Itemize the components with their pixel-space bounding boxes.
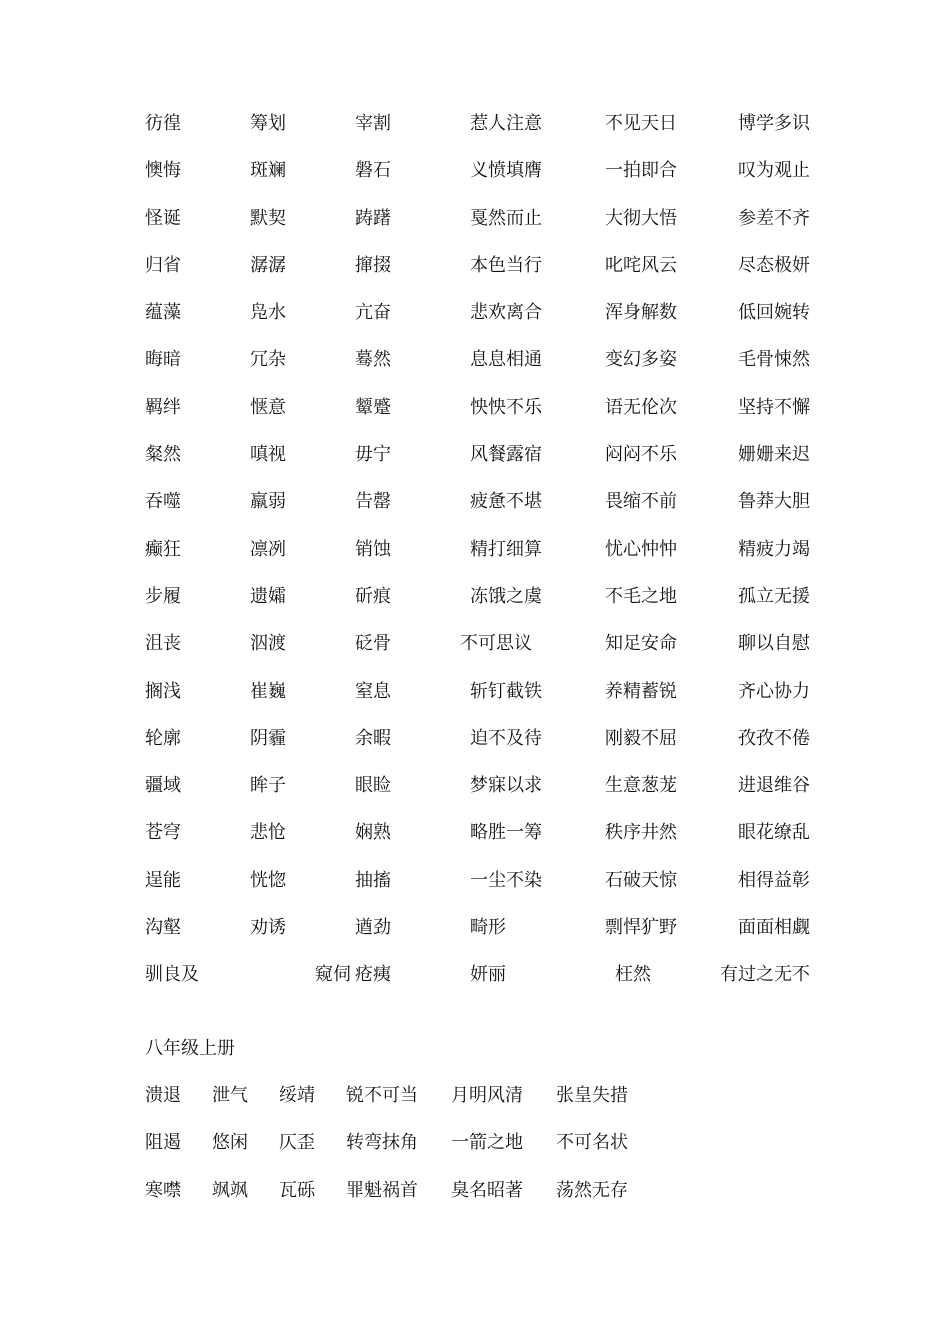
table-row — [145, 395, 835, 442]
word-cell: 窥伺 — [315, 964, 351, 986]
word-cell: 面面相觑 — [738, 917, 810, 939]
word-cell: 默契 — [250, 207, 286, 229]
word-cell: 踌躇 — [355, 207, 391, 229]
word-cell: 泄气 — [212, 1085, 248, 1106]
word-cell: 畏缩不前 — [605, 491, 677, 513]
word-cell: 养精蓄锐 — [605, 680, 677, 702]
word-cell: 齐心协力 — [738, 680, 810, 702]
word-cell: 叹为观止 — [738, 160, 810, 182]
word-cell: 斩钉截铁 — [470, 680, 542, 702]
word-cell: 变幻多姿 — [605, 349, 677, 371]
table-row — [145, 158, 835, 205]
word-cell: 惹人注意 — [470, 113, 542, 134]
word-cell: 不可名状 — [556, 1132, 628, 1154]
word-cell: 参差不齐 — [738, 207, 810, 229]
table-row — [145, 773, 835, 820]
word-cell: 叱咤风云 — [605, 254, 677, 276]
word-cell: 梦寐以求 — [470, 775, 542, 797]
word-cell: 崔巍 — [250, 680, 286, 702]
word-cell: 悲欢离合 — [470, 302, 542, 324]
word-cell: 溃退 — [145, 1085, 181, 1106]
word-cell: 悠闲 — [212, 1132, 248, 1154]
word-cell: 斫痕 — [355, 585, 391, 607]
table-row — [145, 631, 835, 678]
word-cell: 荡然无存 — [556, 1179, 628, 1201]
word-cell: 迫不及待 — [470, 727, 542, 749]
word-cell: 飒飒 — [212, 1179, 248, 1201]
word-cell: 生意葱茏 — [605, 775, 677, 797]
word-cell: 斑斓 — [250, 160, 286, 182]
word-cell: 晦暗 — [145, 349, 181, 371]
word-cell: 彷徨 — [145, 113, 181, 134]
word-cell: 眸子 — [250, 775, 286, 797]
word-cell: 搁浅 — [145, 680, 181, 702]
word-cell: 疲惫不堪 — [470, 491, 542, 513]
section-title: 八年级上册 — [145, 1038, 235, 1059]
word-cell: 眼睑 — [355, 775, 391, 797]
word-cell: 有过之无不 — [720, 964, 810, 986]
word-cell: 恍惚 — [250, 869, 286, 891]
word-cell: 颦蹙 — [355, 396, 391, 418]
table-row — [145, 489, 835, 536]
word-cell: 相得益彰 — [738, 869, 810, 891]
word-cell: 苍穹 — [145, 822, 181, 844]
word-cell: 余暇 — [355, 727, 391, 749]
word-cell: 姗姗来迟 — [738, 444, 810, 466]
table-row — [145, 253, 835, 300]
table-row — [145, 962, 835, 1032]
word-cell: 窒息 — [355, 680, 391, 702]
word-cell: 怪诞 — [145, 207, 181, 229]
word-cell: 懊悔 — [145, 160, 181, 182]
word-cell: 绥靖 — [279, 1085, 315, 1106]
word-cell: 逞能 — [145, 869, 181, 891]
table-row — [145, 1083, 656, 1130]
word-cell: 义愤填膺 — [470, 160, 542, 182]
table-row — [145, 679, 835, 726]
word-cell: 告罄 — [355, 491, 391, 513]
word-cell: 精疲力竭 — [738, 538, 810, 560]
word-cell: 刚毅不屈 — [605, 727, 677, 749]
word-cell: 凫水 — [250, 302, 286, 324]
word-cell: 孤立无援 — [738, 585, 810, 607]
word-cell: 浑身解数 — [605, 302, 677, 324]
table-row — [145, 111, 835, 158]
table-row — [145, 726, 835, 773]
word-cell: 嗔视 — [250, 444, 286, 466]
table-row — [145, 1178, 656, 1225]
word-cell: 转弯抹角 — [346, 1132, 418, 1154]
word-cell: 遒劲 — [355, 917, 391, 939]
word-cell: 归省 — [145, 254, 181, 276]
word-cell: 息息相通 — [470, 349, 542, 371]
word-cell: 锐不可当 — [346, 1085, 418, 1106]
word-cell: 月明风清 — [451, 1085, 523, 1106]
word-cell: 剽悍犷野 — [605, 917, 677, 939]
word-cell: 毛骨悚然 — [738, 349, 810, 371]
word-cell: 羁绊 — [145, 396, 181, 418]
word-cell: 磐石 — [355, 160, 391, 182]
word-cell: 阻遏 — [145, 1132, 181, 1154]
table-row — [145, 915, 835, 962]
word-cell: 疆域 — [145, 775, 181, 797]
word-cell: 粲然 — [145, 444, 181, 466]
word-cell: 凛冽 — [250, 538, 286, 560]
word-cell: 一箭之地 — [451, 1132, 523, 1154]
word-cell: 沮丧 — [145, 633, 181, 655]
word-cell: 博学多识 — [738, 113, 810, 134]
word-cell: 尽态极妍 — [738, 254, 810, 276]
vocabulary-table-grade8 — [145, 1083, 656, 1225]
word-cell: 毋宁 — [355, 444, 391, 466]
word-cell: 忧心忡忡 — [605, 538, 677, 560]
table-row — [145, 537, 835, 584]
word-cell: 语无伦次 — [605, 396, 677, 418]
word-cell: 枉然 — [615, 964, 651, 986]
word-cell: 畸形 — [470, 917, 506, 939]
table-row — [145, 1130, 656, 1177]
word-cell: 不见天日 — [605, 113, 677, 134]
word-cell: 冻饿之虞 — [470, 585, 542, 607]
word-cell: 砭骨 — [355, 633, 391, 655]
table-row — [145, 820, 835, 867]
table-row — [145, 584, 835, 631]
word-cell: 沟壑 — [145, 917, 181, 939]
word-cell: 大彻大悟 — [605, 207, 677, 229]
word-cell: 悲怆 — [250, 822, 286, 844]
word-cell: 张皇失措 — [556, 1085, 628, 1106]
word-cell: 坚持不懈 — [738, 396, 810, 418]
word-cell: 知足安命 — [605, 633, 677, 655]
word-cell: 癫狂 — [145, 538, 181, 560]
word-cell: 孜孜不倦 — [738, 727, 810, 749]
word-cell: 风餐露宿 — [470, 444, 542, 466]
word-cell: 妍丽 — [470, 964, 506, 986]
word-cell: 潺潺 — [250, 254, 286, 276]
word-cell: 寒噤 — [145, 1179, 181, 1201]
word-cell: 罪魁祸首 — [346, 1179, 418, 1201]
word-cell: 疮痍 — [355, 964, 391, 986]
word-cell: 遗孀 — [250, 585, 286, 607]
table-row — [145, 206, 835, 253]
table-row — [145, 868, 835, 915]
word-cell: 宰割 — [355, 113, 391, 134]
table-row — [145, 347, 835, 394]
word-cell: 瓦砾 — [279, 1179, 315, 1201]
word-cell: 不可思议 — [460, 633, 532, 655]
word-cell: 石破天惊 — [605, 869, 677, 891]
word-cell: 闷闷不乐 — [605, 444, 677, 466]
word-cell: 冗杂 — [250, 349, 286, 371]
word-cell: 一拍即合 — [605, 160, 677, 182]
word-cell: 驯良及 — [145, 964, 199, 986]
word-cell: 阴霾 — [250, 727, 286, 749]
word-cell: 筹划 — [250, 113, 286, 134]
word-cell: 仄歪 — [279, 1132, 315, 1154]
word-cell: 臭名昭著 — [451, 1179, 523, 1201]
word-cell: 亢奋 — [355, 302, 391, 324]
word-cell: 低回婉转 — [738, 302, 810, 324]
table-row — [145, 300, 835, 347]
word-cell: 轮廓 — [145, 727, 181, 749]
word-cell: 精打细算 — [470, 538, 542, 560]
vocabulary-table — [145, 111, 835, 1032]
word-cell: 一尘不染 — [470, 869, 542, 891]
word-cell: 步履 — [145, 585, 181, 607]
word-cell: 羸弱 — [250, 491, 286, 513]
word-cell: 蓦然 — [355, 349, 391, 371]
word-cell: 娴熟 — [355, 822, 391, 844]
table-row — [145, 442, 835, 489]
word-cell: 抽搐 — [355, 869, 391, 891]
word-cell: 泅渡 — [250, 633, 286, 655]
word-cell: 怏怏不乐 — [470, 396, 542, 418]
word-cell: 眼花缭乱 — [738, 822, 810, 844]
word-cell: 鲁莽大胆 — [738, 491, 810, 513]
word-cell: 略胜一筹 — [470, 822, 542, 844]
word-cell: 撺掇 — [355, 254, 391, 276]
word-cell: 进退维谷 — [738, 775, 810, 797]
word-cell: 惬意 — [250, 396, 286, 418]
word-cell: 劝诱 — [250, 917, 286, 939]
word-cell: 本色当行 — [470, 254, 542, 276]
word-cell: 吞噬 — [145, 491, 181, 513]
word-cell: 戛然而止 — [470, 207, 542, 229]
word-cell: 秩序井然 — [605, 822, 677, 844]
word-cell: 不毛之地 — [605, 585, 677, 607]
word-cell: 销蚀 — [355, 538, 391, 560]
word-cell: 蕴藻 — [145, 302, 181, 324]
word-cell: 聊以自慰 — [738, 633, 810, 655]
